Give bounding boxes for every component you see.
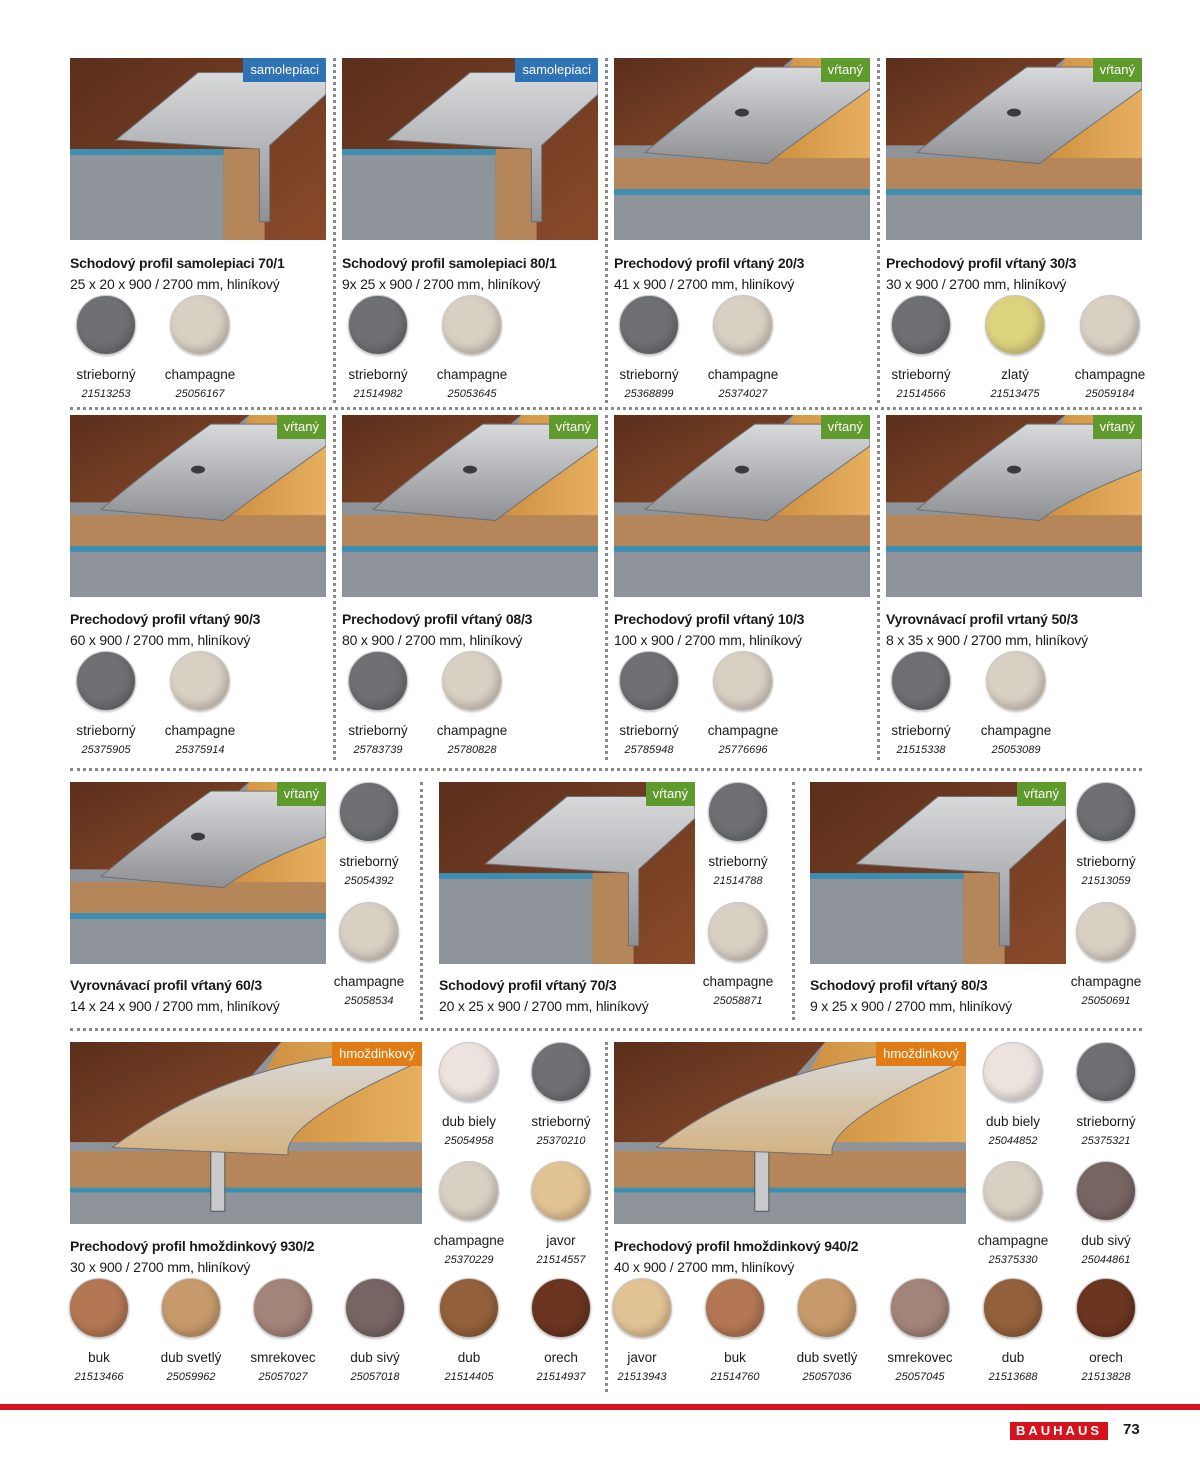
product-dimensions: 100 x 900 / 2700 mm, hliníkový [614, 632, 802, 648]
swatch-color-circle[interactable] [76, 295, 136, 355]
product-title: Prechodový profil vŕtaný 20/3 [614, 255, 805, 271]
swatch-color-name: strieborný [76, 367, 136, 382]
product-image [614, 1042, 966, 1224]
swatch-article-number: 25044861 [1081, 1254, 1131, 1266]
swatch-color-name: strieborný [619, 723, 679, 738]
swatch-color-name: buk [724, 1350, 746, 1365]
product-type-badge: vŕtaný [1017, 782, 1066, 806]
swatch-color-circle[interactable] [1076, 1278, 1136, 1338]
swatch-color-name: javor [627, 1350, 657, 1365]
swatch-color-circle[interactable] [531, 1042, 591, 1102]
swatch-color-name: dub svetlý [160, 1350, 222, 1365]
swatch-color-circle[interactable] [713, 295, 773, 355]
swatch-color-name: strieborný [1076, 854, 1136, 869]
product-type-badge: hmoždinkový [876, 1042, 966, 1066]
color-swatch[interactable] [146, 1278, 236, 1383]
color-swatch[interactable] [155, 295, 245, 400]
swatch-color-circle[interactable] [1080, 295, 1140, 355]
product-dimensions: 9x 25 x 900 / 2700 mm, hliníkový [342, 276, 541, 292]
swatch-color-name: champagne [977, 1233, 1049, 1248]
column-divider [605, 415, 608, 760]
product-dimensions: 8 x 35 x 900 / 2700 mm, hliníkový [886, 632, 1088, 648]
color-swatch[interactable] [698, 651, 788, 756]
swatch-color-circle[interactable] [69, 1278, 129, 1338]
product-dimensions: 30 x 900 / 2700 mm, hliníkový [886, 276, 1067, 292]
swatch-color-circle[interactable] [1076, 902, 1136, 962]
product-image [810, 782, 1066, 964]
swatch-article-number: 21513253 [81, 388, 131, 400]
swatch-article-number: 25057045 [895, 1371, 945, 1383]
swatch-article-number: 25375330 [988, 1254, 1038, 1266]
product-image [70, 415, 326, 597]
swatch-color-name: dub svetlý [796, 1350, 858, 1365]
color-swatch[interactable] [971, 651, 1061, 756]
color-swatch[interactable] [876, 295, 966, 400]
swatch-color-name: strieborný [1076, 1114, 1136, 1129]
swatch-article-number: 21513059 [1081, 875, 1131, 887]
color-swatch[interactable] [61, 295, 151, 400]
swatch-color-name: smrekovec [250, 1350, 316, 1365]
swatch-article-number: 25783739 [353, 744, 403, 756]
product-image [886, 415, 1142, 597]
swatch-color-circle[interactable] [612, 1278, 672, 1338]
swatch-color-circle[interactable] [439, 1278, 499, 1338]
swatch-color-circle[interactable] [442, 295, 502, 355]
color-swatch[interactable] [1061, 1042, 1151, 1147]
column-divider [333, 415, 336, 760]
swatch-color-name: smrekovec [887, 1350, 953, 1365]
swatch-color-circle[interactable] [161, 1278, 221, 1338]
swatch-color-name: strieborný [348, 723, 408, 738]
color-swatch[interactable] [690, 1278, 780, 1383]
swatch-article-number: 25053645 [447, 388, 497, 400]
swatch-article-number: 25044852 [988, 1135, 1038, 1147]
swatch-article-number: 25776696 [718, 744, 768, 756]
swatch-article-number: 25375914 [175, 744, 225, 756]
column-divider [605, 1042, 608, 1392]
swatch-article-number: 25053089 [991, 744, 1041, 756]
product-image [886, 58, 1142, 240]
product-dimensions: 41 x 900 / 2700 mm, hliníkový [614, 276, 795, 292]
color-swatch[interactable] [1061, 782, 1151, 887]
swatch-article-number: 25057027 [258, 1371, 308, 1383]
swatch-color-circle[interactable] [891, 295, 951, 355]
swatch-color-name: champagne [164, 723, 236, 738]
color-swatch[interactable] [333, 651, 423, 756]
color-swatch[interactable] [876, 651, 966, 756]
color-swatch[interactable] [782, 1278, 872, 1383]
color-swatch[interactable] [516, 1042, 606, 1147]
swatch-color-circle[interactable] [713, 651, 773, 711]
swatch-article-number: 21514982 [353, 388, 403, 400]
color-swatch[interactable] [61, 651, 151, 756]
swatch-article-number: 25785948 [624, 744, 674, 756]
swatch-article-number: 21513466 [74, 1371, 124, 1383]
swatch-color-circle[interactable] [890, 1278, 950, 1338]
product-type-badge: vŕtaný [277, 415, 326, 439]
color-swatch[interactable] [604, 295, 694, 400]
page-number: 73 [1123, 1421, 1140, 1438]
swatch-color-circle[interactable] [708, 902, 768, 962]
swatch-color-circle[interactable] [339, 782, 399, 842]
swatch-article-number: 25054958 [444, 1135, 494, 1147]
product-dimensions: 40 x 900 / 2700 mm, hliníkový [614, 1259, 795, 1275]
product-title: Prechodový profil vŕtaný 90/3 [70, 611, 261, 627]
swatch-color-name: orech [1089, 1350, 1123, 1365]
color-swatch[interactable] [1061, 1161, 1151, 1266]
product-dimensions: 20 x 25 x 900 / 2700 mm, hliníkový [439, 998, 649, 1014]
product-type-badge: vŕtaný [549, 415, 598, 439]
product-image [342, 415, 598, 597]
swatch-article-number: 25368899 [624, 388, 674, 400]
product-type-badge: vŕtaný [821, 415, 870, 439]
swatch-color-name: champagne [1070, 974, 1142, 989]
swatch-color-circle[interactable] [986, 651, 1046, 711]
swatch-article-number: 21513828 [1081, 1371, 1131, 1383]
product-dimensions: 9 x 25 x 900 / 2700 mm, hliníkový [810, 998, 1012, 1014]
product-type-badge: hmoždinkový [332, 1042, 422, 1066]
swatch-color-name: strieborný [619, 367, 679, 382]
color-swatch[interactable] [427, 295, 517, 400]
swatch-article-number: 25059184 [1085, 388, 1135, 400]
color-swatch[interactable] [324, 902, 414, 1007]
product-type-badge: vŕtaný [1093, 415, 1142, 439]
swatch-color-name: champagne [707, 723, 779, 738]
swatch-color-circle[interactable] [1076, 782, 1136, 842]
swatch-color-name: strieborný [891, 723, 951, 738]
product-dimensions: 60 x 900 / 2700 mm, hliníkový [70, 632, 251, 648]
column-divider [877, 58, 880, 403]
product-dimensions: 30 x 900 / 2700 mm, hliníkový [70, 1259, 251, 1275]
color-swatch[interactable] [1061, 1278, 1151, 1383]
swatch-color-circle[interactable] [891, 651, 951, 711]
product-title: Vyrovnávací profil vŕtaný 60/3 [70, 977, 262, 993]
swatch-color-name: javor [546, 1233, 576, 1248]
swatch-color-name: champagne [436, 723, 508, 738]
swatch-color-circle[interactable] [339, 902, 399, 962]
swatch-color-circle[interactable] [983, 1161, 1043, 1221]
swatch-article-number: 21514760 [710, 1371, 760, 1383]
swatch-color-name: dub sivý [1081, 1233, 1131, 1248]
swatch-color-name: strieborný [76, 723, 136, 738]
swatch-article-number: 25059962 [166, 1371, 216, 1383]
column-divider [333, 58, 336, 403]
product-title: Schodový profil samolepiaci 70/1 [70, 255, 285, 271]
swatch-article-number: 21514405 [444, 1371, 494, 1383]
color-swatch[interactable] [968, 1161, 1058, 1266]
swatch-color-circle[interactable] [531, 1278, 591, 1338]
swatch-color-name: champagne [707, 367, 779, 382]
swatch-color-name: champagne [333, 974, 405, 989]
product-dimensions: 14 x 24 x 900 / 2700 mm, hliníkový [70, 998, 280, 1014]
color-swatch[interactable] [330, 1278, 420, 1383]
swatch-color-circle[interactable] [708, 782, 768, 842]
product-type-badge: samolepiaci [515, 58, 598, 82]
product-image [439, 782, 695, 964]
column-divider [605, 58, 608, 403]
swatch-article-number: 25050691 [1081, 995, 1131, 1007]
swatch-article-number: 25056167 [175, 388, 225, 400]
row-divider [70, 1028, 1142, 1031]
column-divider [877, 415, 880, 760]
swatch-article-number: 25370210 [536, 1135, 586, 1147]
row-divider [70, 768, 1142, 771]
swatch-color-name: champagne [980, 723, 1052, 738]
color-swatch[interactable] [424, 1161, 514, 1266]
swatch-article-number: 25374027 [718, 388, 768, 400]
footer-red-line [0, 1404, 1200, 1410]
swatch-color-circle[interactable] [619, 295, 679, 355]
swatch-article-number: 25058534 [344, 995, 394, 1007]
product-type-badge: samolepiaci [243, 58, 326, 82]
swatch-color-name: orech [544, 1350, 578, 1365]
color-swatch[interactable] [970, 295, 1060, 400]
swatch-color-name: champagne [433, 1233, 505, 1248]
product-title: Schodový profil samolepiaci 80/1 [342, 255, 557, 271]
color-swatch[interactable] [597, 1278, 687, 1383]
product-type-badge: vŕtaný [646, 782, 695, 806]
product-title: Prechodový profil hmoždinkový 930/2 [70, 1238, 315, 1254]
product-image [342, 58, 598, 240]
product-title: Vyrovnávací profil vrtaný 50/3 [886, 611, 1078, 627]
swatch-article-number: 25057018 [350, 1371, 400, 1383]
swatch-article-number: 25054392 [344, 875, 394, 887]
product-title: Prechodový profil vŕtaný 10/3 [614, 611, 805, 627]
swatch-article-number: 25370229 [444, 1254, 494, 1266]
color-swatch[interactable] [968, 1042, 1058, 1147]
swatch-color-name: dub sivý [350, 1350, 400, 1365]
swatch-color-circle[interactable] [619, 651, 679, 711]
swatch-article-number: 21515338 [896, 744, 946, 756]
swatch-color-name: champagne [1074, 367, 1146, 382]
swatch-article-number: 21513475 [990, 388, 1040, 400]
product-image [70, 1042, 422, 1224]
swatch-article-number: 21513688 [988, 1371, 1038, 1383]
color-swatch[interactable] [516, 1161, 606, 1266]
product-image [70, 58, 326, 240]
color-swatch[interactable] [238, 1278, 328, 1383]
swatch-color-circle[interactable] [1076, 1042, 1136, 1102]
color-swatch[interactable] [1065, 295, 1155, 400]
swatch-color-circle[interactable] [1076, 1161, 1136, 1221]
swatch-color-name: strieborný [891, 367, 951, 382]
product-dimensions: 80 x 900 / 2700 mm, hliníkový [342, 632, 523, 648]
product-type-badge: vŕtaný [821, 58, 870, 82]
swatch-article-number: 25780828 [447, 744, 497, 756]
column-divider [420, 782, 423, 1020]
swatch-article-number: 25057036 [802, 1371, 852, 1383]
color-swatch[interactable] [693, 902, 783, 1007]
swatch-color-circle[interactable] [442, 651, 502, 711]
swatch-color-circle[interactable] [348, 295, 408, 355]
color-swatch[interactable] [324, 782, 414, 887]
swatch-color-name: dub [457, 1350, 481, 1365]
swatch-color-circle[interactable] [705, 1278, 765, 1338]
swatch-color-circle[interactable] [797, 1278, 857, 1338]
color-swatch[interactable] [155, 651, 245, 756]
swatch-article-number: 21514557 [536, 1254, 586, 1266]
product-image [70, 782, 326, 964]
swatch-color-name: strieborný [531, 1114, 591, 1129]
swatch-article-number: 21513943 [617, 1371, 667, 1383]
product-title: Schodový profil vŕtaný 70/3 [439, 977, 617, 993]
swatch-color-circle[interactable] [76, 651, 136, 711]
color-swatch[interactable] [516, 1278, 606, 1383]
swatch-color-circle[interactable] [439, 1161, 499, 1221]
swatch-color-circle[interactable] [531, 1161, 591, 1221]
color-swatch[interactable] [333, 295, 423, 400]
swatch-color-name: dub biely [985, 1114, 1041, 1129]
swatch-color-circle[interactable] [170, 651, 230, 711]
color-swatch[interactable] [54, 1278, 144, 1383]
color-swatch[interactable] [424, 1278, 514, 1383]
product-title: Schodový profil vŕtaný 80/3 [810, 977, 988, 993]
product-title: Prechodový profil hmoždinkový 940/2 [614, 1238, 859, 1254]
swatch-article-number: 25375905 [81, 744, 131, 756]
swatch-color-circle[interactable] [983, 1278, 1043, 1338]
color-swatch[interactable] [604, 651, 694, 756]
color-swatch[interactable] [424, 1042, 514, 1147]
color-swatch[interactable] [968, 1278, 1058, 1383]
swatch-color-name: champagne [436, 367, 508, 382]
swatch-color-circle[interactable] [345, 1278, 405, 1338]
swatch-article-number: 21514788 [713, 875, 763, 887]
product-title: Prechodový profil vŕtaný 30/3 [886, 255, 1077, 271]
product-dimensions: 25 x 20 x 900 / 2700 mm, hliníkový [70, 276, 280, 292]
swatch-color-circle[interactable] [983, 1042, 1043, 1102]
swatch-article-number: 21514937 [536, 1371, 586, 1383]
swatch-color-circle[interactable] [985, 295, 1045, 355]
color-swatch[interactable] [693, 782, 783, 887]
swatch-article-number: 25375321 [1081, 1135, 1131, 1147]
color-swatch[interactable] [875, 1278, 965, 1383]
swatch-color-circle[interactable] [348, 651, 408, 711]
product-image [614, 58, 870, 240]
swatch-color-name: strieborný [348, 367, 408, 382]
swatch-color-circle[interactable] [170, 295, 230, 355]
swatch-color-name: champagne [164, 367, 236, 382]
swatch-color-name: strieborný [339, 854, 399, 869]
color-swatch[interactable] [427, 651, 517, 756]
color-swatch[interactable] [698, 295, 788, 400]
row-divider [70, 407, 1142, 410]
swatch-article-number: 21514566 [896, 388, 946, 400]
swatch-color-name: buk [88, 1350, 110, 1365]
color-swatch[interactable] [1061, 902, 1151, 1007]
product-type-badge: vŕtaný [277, 782, 326, 806]
swatch-color-name: champagne [702, 974, 774, 989]
product-type-badge: vŕtaný [1093, 58, 1142, 82]
swatch-color-name: dub [1001, 1350, 1025, 1365]
product-title: Prechodový profil vŕtaný 08/3 [342, 611, 533, 627]
swatch-article-number: 25058871 [713, 995, 763, 1007]
swatch-color-name: zlatý [1001, 367, 1029, 382]
column-divider [792, 782, 795, 1020]
swatch-color-circle[interactable] [253, 1278, 313, 1338]
swatch-color-circle[interactable] [439, 1042, 499, 1102]
swatch-color-name: dub biely [441, 1114, 497, 1129]
bauhaus-logo: BAUHAUS [1010, 1422, 1108, 1440]
swatch-color-name: strieborný [708, 854, 768, 869]
product-image [614, 415, 870, 597]
